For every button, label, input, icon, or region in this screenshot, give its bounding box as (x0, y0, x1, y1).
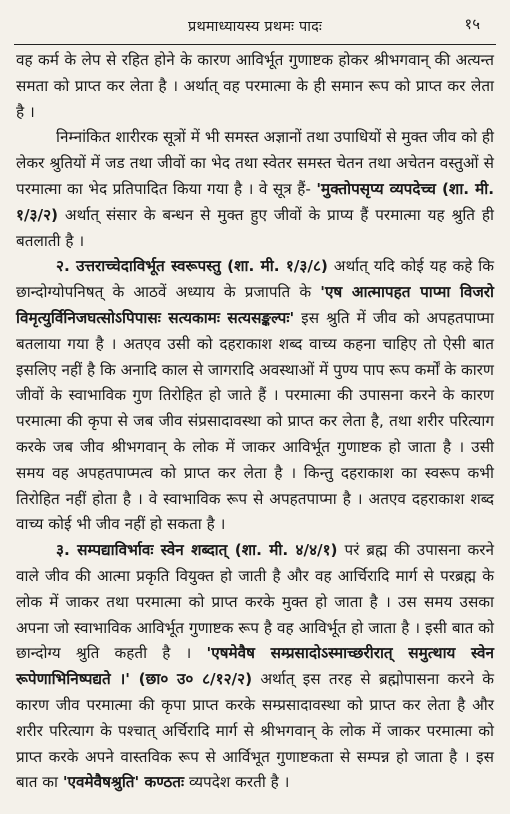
paragraph-1 (16, 48, 494, 125)
sutra-heading-3: ३. सम्पद्याविर्भावः स्वेन शब्दात् (शा. मी. ४/४/१) (56, 541, 338, 560)
sutra-reference-1-3-2: 'मुक्तोपसृप्य व्यपदेच्च (शा. मी. १/३/२) (16, 179, 494, 224)
paragraph-3-text-a: अर्थात् यदि कोई यह कहे कि छान्दोग्योपनिषत् के आठवें अध्याय के प्रजापति के (16, 257, 494, 302)
shruti-quote-chandogya: 'एषमेवैष सम्प्रसादोऽस्माच्छरीरात् समुत्थाय स्वेन रूपेणाभिनिष्पद्यते ।' (छा० उ० ८/१२/२) (16, 644, 494, 689)
running-head: प्रथमाध्यायस्य प्रथमः पादः (188, 19, 322, 35)
paragraph-2 (16, 125, 494, 254)
paragraph-2-text-a: निम्नांकित शारीरक सूत्रों में भी समस्त अज्ञानों तथा उपाधियों से मुक्त जीव को ही लेकर श्रुतियों में जड तथा जीवों का भेद तथा स्वेतर समस्त चेतन तथा अचेतन वस्तुओं से परमात्मा का भेद प्रतिपादित किया गया है । वे सूत्र हैं- (16, 128, 495, 198)
page-body (16, 48, 494, 796)
paragraph-4-text-a: परं ब्रह्म की उपासना करने वाले जीव की आत्मा प्रकृति वियुक्त हो जाती है और वह आर्चिरादि मार्ग से परब्रह्म के लोक में जाकर तथा परमात्मा को प्राप्त करके मुक्त हो जाता है । उस समय उसका अपना जो स्वाभाविक आविर्भूत गुणाष्टक रूप है वह आविर्भूत हो जाता है । इसी बात को छान्दोग्य श्रुति कहती है । (16, 541, 494, 663)
paragraph-3 (16, 254, 494, 538)
sutra-heading-2: २. उत्तराच्चेदाविर्भूत स्वरूपस्तु (शा. मी. १/३/८) (56, 257, 328, 276)
shruti-quote-esha-atma: 'एष आत्मापहत पाप्मा विजरो विमृत्युर्विनिजघत्सोऽपिपासः सत्यकामः सत्यसङ्कल्पः' (16, 283, 495, 327)
paragraph-1-text: वह कर्म के लेप से रहित होने के कारण आविर्भूत गुणाष्टक होकर श्रीभगवान् की अत्यन्त समता को प्राप्त कर लेता है । अर्थात् वह परमात्मा के ही समान रूप को प्राप्त कर लेता है । (16, 51, 494, 121)
shruti-quote-evameva: 'एवमेवैषश्रुति' कण्ठतः (62, 773, 185, 792)
paragraph-4-text-c: व्यपदेश करती है । (184, 773, 290, 792)
paragraph-2-text-b: अर्थात् संसार के बन्धन से मुक्त हुए जीवों के प्राप्य हैं परमात्मा यह श्रुति ही बतलाती है । (16, 205, 494, 250)
paragraph-4 (16, 538, 494, 796)
paragraph-4-text-b: अर्थात् इस तरह से ब्रह्मोपासना करने के कारण जीव परमात्मा की कृपा प्राप्त करके सम्प्रसादावस्था को प्राप्त कर लेता है और शरीर परित्याग के पश्चात् अर्चिरादि मार्ग से श्रीभगवान् के लोक में जाकर परमात्मा को प्राप्त करके अपने वास्तविक रूप से आर्विभूत गुणाष्टकता से सम्पन्न हो जाता है । इस बात का (16, 670, 494, 792)
page-header (14, 8, 496, 45)
page-number: १५ (464, 15, 480, 33)
paragraph-3-text-b: इस श्रुति में जीव को अपहतपाप्मा बतलाया गया है । अतएव उसी को दहराकाश शब्द वाच्य कहना चाहिए तो ऐसी बात इसलिए नहीं है कि अनादि काल से जागरादि अवस्थाओं में पुण्य पाप रूप कर्मों के कारण जीवों के स्वाभाविक गुण तिरोहित हो जाते हैं । परमात्मा की उपासना करने के कारण परमात्मा की कृपा से जब जीव संप्रसादावस्था को प्राप्त कर लेता है, तथा शरीर परित्याग करके जब जीव श्रीभगवान् के लोक में जाकर आविर्भूत गुणाष्टक हो जाता है । उसी समय वह अपहतपाप्मत्व को प्राप्त कर लेता है । किन्तु दहराकाश का स्वरूप कभी तिरोहित नहीं होता है । वे स्वाभाविक रूप से अपहतपाप्मा है । अतएव दहराकाश शब्द वाच्य कोई भी जीव नहीं हो सकता है । (16, 308, 494, 534)
